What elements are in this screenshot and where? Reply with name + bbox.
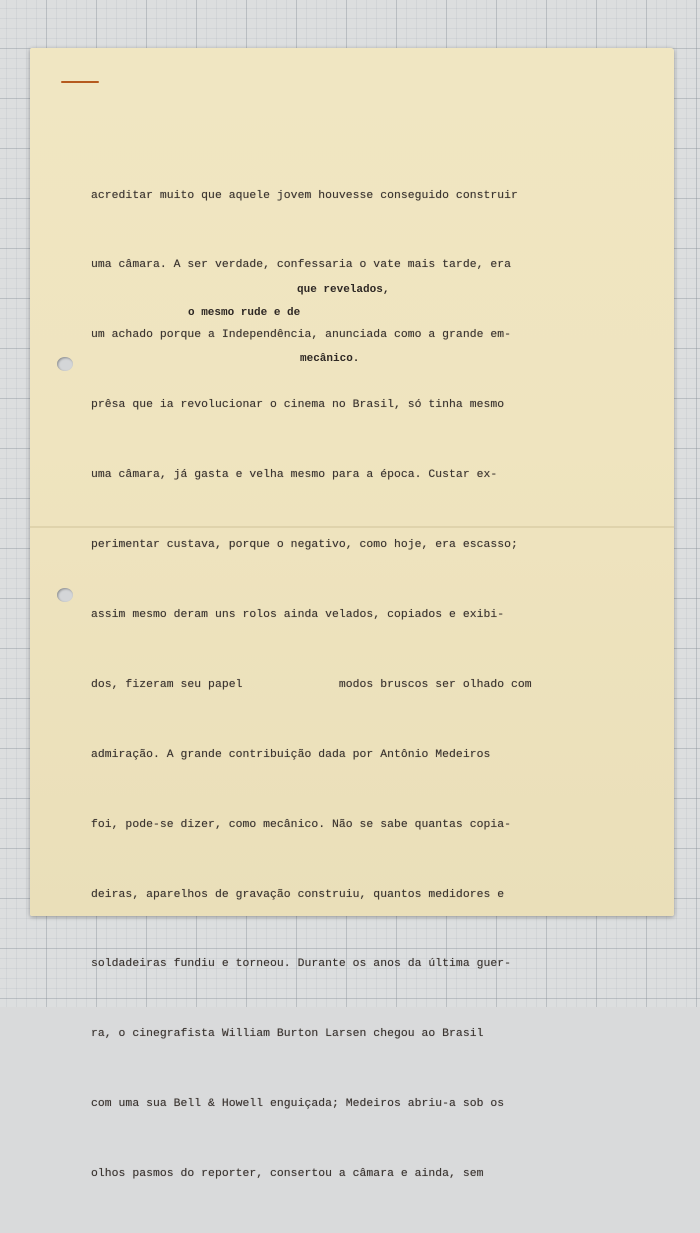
text-line-8: dos, fizeram seu papel modos bruscos ser olhado com xyxy=(91,678,532,691)
text-line-9: admiração. A grande contribuição dada por Antônio Medeiros xyxy=(91,748,491,761)
typed-text-block xyxy=(91,138,651,1233)
interlinear-insert-revelados: que revelados, xyxy=(297,284,390,296)
text-line-10: foi, pode-se dizer, como mecânico. Não se sabe quantas copia- xyxy=(91,818,512,831)
interlinear-insert-rude: o mesmo rude e de xyxy=(188,307,301,319)
text-line-15: olhos pasmos do reporter, consertou a câmara e ainda, sem xyxy=(91,1168,484,1181)
text-line-3: um achado porque a Independência, anunciada como a grande em- xyxy=(91,329,512,342)
text-line-12: soldadeiras fundiu e torneou. Durante os anos da última guer- xyxy=(91,958,512,971)
typewritten-page xyxy=(30,48,674,1181)
text-line-2: uma câmara. A ser verdade, confessaria o vate mais tarde, era xyxy=(91,259,512,272)
punch-hole-top xyxy=(57,357,73,371)
red-pencil-mark xyxy=(61,81,99,83)
punch-hole-bottom xyxy=(57,588,73,602)
text-line-5: uma câmara, já gasta e velha mesmo para a época. Custar ex- xyxy=(91,469,498,482)
text-line-7: assim mesmo deram uns rolos ainda velados, copiados e exibi- xyxy=(91,608,505,621)
text-line-1: acreditar muito que aquele jovem houvesse conseguido construir xyxy=(91,189,518,202)
text-line-14: com uma sua Bell & Howell enguiçada; Medeiros abriu-a sob os xyxy=(91,1098,505,1111)
text-line-11: deiras, aparelhos de gravação construiu, quantos medidores e xyxy=(91,888,505,901)
text-line-6: perimentar custava, porque o negativo, como hoje, era escasso; xyxy=(91,539,518,552)
text-line-13: ra, o cinegrafista William Burton Larsen chegou ao Brasil xyxy=(91,1028,484,1041)
interlinear-insert-mecanico: mecânico. xyxy=(300,353,360,365)
text-line-4: prêsa que ia revolucionar o cinema no Brasil, só tinha mesmo xyxy=(91,399,505,412)
